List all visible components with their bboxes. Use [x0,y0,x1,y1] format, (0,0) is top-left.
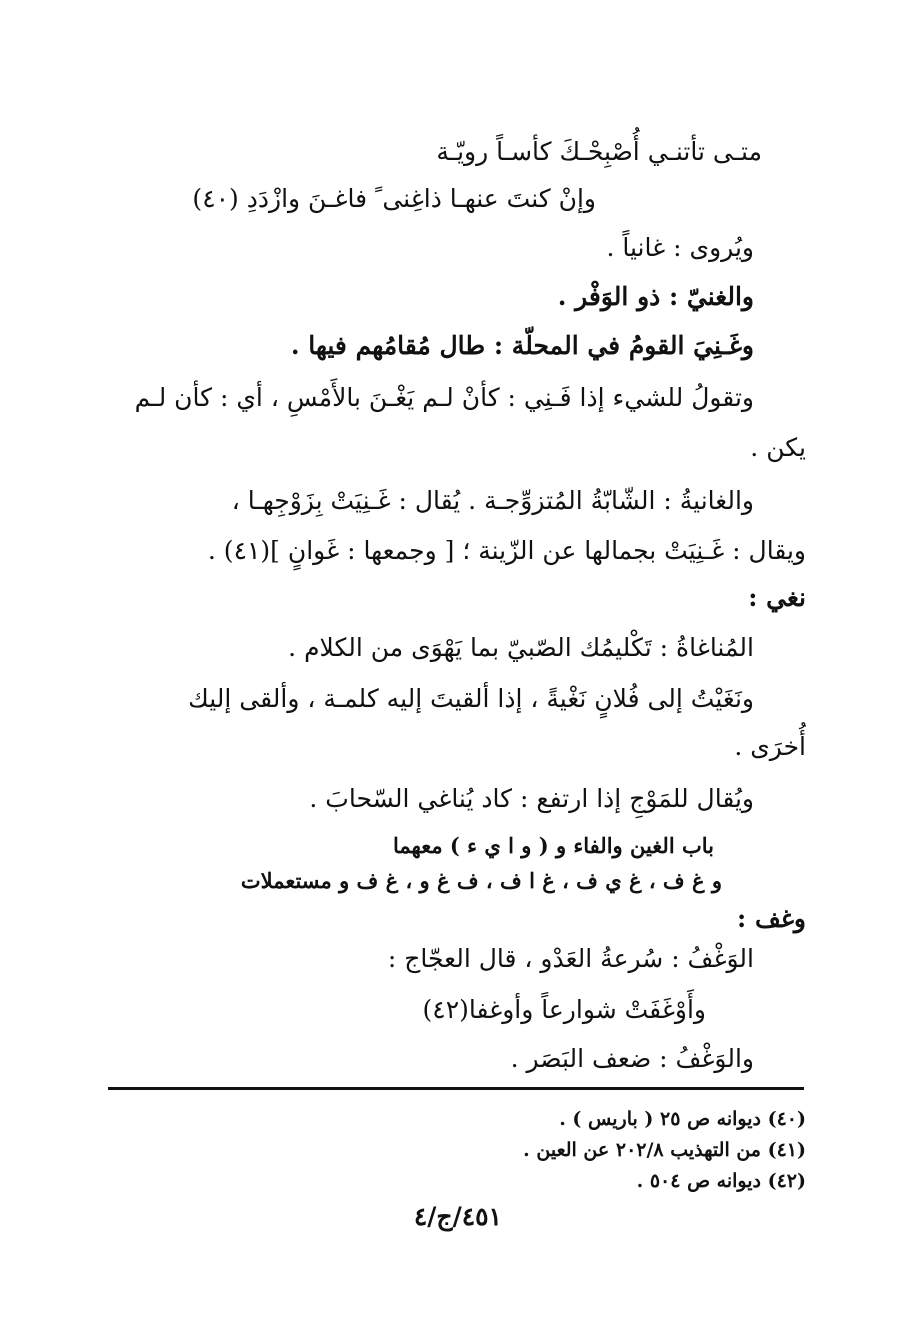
body-line: والوَغْفُ : ضعف البَصَر . [510,1044,754,1073]
footnote-41: (٤١) من التهذيب ٢٠٢/٨ عن العين . [523,1139,806,1161]
body-line: ويقال : غَـنِيَتْ بجمالها عن الزّينة ؛ [ وجمعها : غَوانٍ ](٤١) . [207,536,806,565]
body-line: والغانيةُ : الشّابّةُ المُتزوِّجـة . يُقال : غَـنِيَتْ بِزَوْجِهـا ، [231,486,754,515]
body-line: وغَـنِيَ القومُ في المحلّة : طال مُقامُهم فيها . [290,331,754,360]
body-line: أُخرَى . [734,732,806,761]
verse-line: وأَوْغَفَتْ شوارعاً وأوغفا(٤٢) [422,995,706,1024]
entry-heading-nghy: نغي : [748,583,806,612]
body-line: وتقولُ للشيء إذا فَـنِي : كأنْ لـم يَغْـنَ بالأَمْسِ ، أي : كأن لـم [134,383,754,412]
body-line: المُناغاةُ : تَكْليمُك الصّبيّ بما يَهْوَى من الكلام . [288,633,754,662]
body-line: ونَغَيْتُ إلى فُلانٍ نَغْيةً ، إذا ألقيتَ إليه كلمـة ، وألقى إليك [188,684,754,713]
verse-line-1: متـى تأتنـي أُصْبِحْـكَ كأسـاً رويّـة [436,137,762,166]
body-line: ويُقال للمَوْجِ إذا ارتفع : كاد يُناغي السّحابَ . [309,784,754,813]
entry-heading-wghf: وغف : [737,904,806,933]
footnote-divider [108,1087,804,1090]
footnote-42: (٤٢) ديوانه ص ٥٠٤ . [636,1170,806,1192]
page-number: ٤٥١/ج/٤ [413,1202,502,1231]
chapter-subheading: و غ ف ، غ ي ف ، غ ا ف ، ف غ و ، غ ف و مستعملات [240,868,722,893]
body-line: يكن . [750,433,806,462]
body-line: الوَغْفُ : سُرعةُ العَدْو ، قال العجّاج : [387,944,754,973]
chapter-heading: باب الغين والفاء و ( و ا ي ء ) معهما [393,833,714,858]
verse-line-2: وإنْ كنتَ عنهـا ذاغِنى ً فاغـنَ وازْدَدِ (٤٠) [192,184,596,213]
body-line: ويُروى : غانياً . [606,233,754,262]
body-line: والغنيّ : ذو الوَفْر . [557,282,754,311]
footnote-40: (٤٠) ديوانه ص ٢٥ ( باريس ) . [559,1108,806,1130]
